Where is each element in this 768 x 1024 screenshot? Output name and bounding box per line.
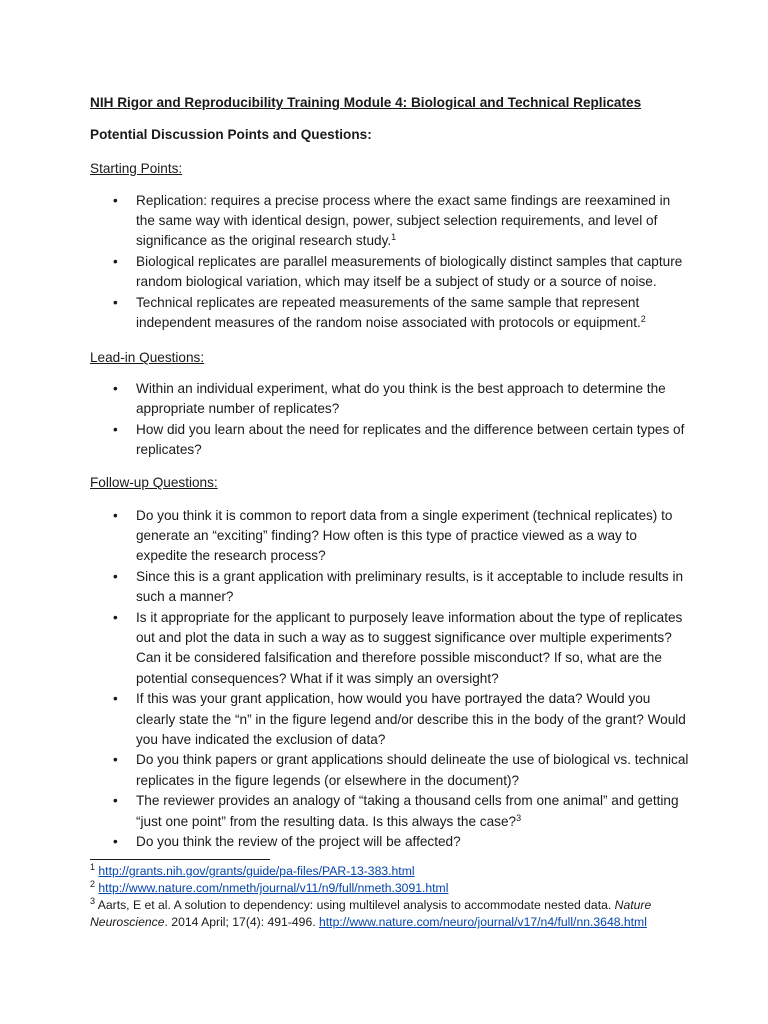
footnote-3-number: 3 — [90, 896, 96, 906]
footnote-divider — [90, 859, 270, 860]
list-item-text: Since this is a grant application with preliminary results, is it acceptable to include results in such a manner? — [136, 569, 684, 605]
bullet-icon: • — [113, 193, 118, 208]
list-item — [90, 293, 690, 333]
list-item-text: Technical replicates are repeated measurements of the same sample that represent independent measures of the random noise associated with protocols or equipment. — [136, 295, 641, 331]
footnotes — [90, 863, 710, 931]
footnote-1-number: 1 — [90, 862, 96, 872]
bullet-icon: • — [113, 691, 118, 707]
bullet-icon: • — [113, 381, 118, 396]
list-item-text: How did you learn about the need for replicates and the difference between certain types of replicates? — [136, 421, 685, 458]
bullet-icon: • — [113, 295, 118, 311]
bullet-icon: • — [113, 610, 118, 626]
footnote-1-link[interactable]: http://grants.nih.gov/grants/guide/pa-files/PAR-13-383.html — [98, 864, 415, 878]
starting-points-heading: Starting Points: — [90, 161, 183, 176]
footnote-reference: 3 — [516, 812, 522, 823]
bullet-icon: • — [113, 508, 118, 523]
starting-points-list — [90, 191, 690, 334]
bullet-icon: • — [113, 793, 118, 809]
list-item-text: Is it appropriate for the applicant to purposely leave information about the type of replicates out and plot the data in such a way as to suggest significance over multiple experiments? Can it be considered falsification and therefore possible misconduct? If so, what are the potential consequences? What if it was simply an oversight? — [136, 610, 683, 686]
list-item — [90, 506, 690, 567]
list-item-text: If this was your grant application, how would you have portrayed the data? Would you clearly state the “n” in the figure legend and/or describe this in the body of the grant? Would you have indicated the exclusion of data? — [136, 691, 686, 747]
footnote-2-link[interactable]: http://www.nature.com/nmeth/journal/v11/n9/full/nmeth.3091.html — [98, 881, 449, 895]
list-item — [90, 791, 690, 831]
footnote-3-link[interactable]: http://www.nature.com/neuro/journal/v17/n4/full/nn.3648.html — [319, 915, 647, 929]
document-subtitle: Potential Discussion Points and Questions: — [90, 127, 372, 142]
list-item — [90, 832, 690, 852]
follow-up-questions-list — [90, 506, 690, 853]
list-item — [90, 750, 690, 790]
document-title: NIH Rigor and Reproducibility Training Module 4: Biological and Technical Replicates — [90, 95, 642, 110]
bullet-icon: • — [113, 569, 118, 585]
list-item — [90, 689, 690, 750]
list-item — [90, 608, 690, 689]
list-item-text: The reviewer provides an analogy of “taking a thousand cells from one animal” and getting “just one point” from the resulting data. Is this always the case? — [136, 793, 679, 829]
lead-in-questions-list — [90, 379, 690, 461]
list-item-text: Do you think the review of the project will be affected? — [136, 834, 461, 850]
lead-in-questions-heading: Lead-in Questions: — [90, 350, 205, 365]
footnote-3-text: Aarts, E et al. A solution to dependency: using multilevel analysis to accommodate nested data. — [97, 898, 612, 912]
footnote-1 — [90, 863, 710, 880]
list-item-text: Do you think papers or grant applications should delineate the use of biological vs. technical replicates in the figure legends (or elsewhere in the document)? — [136, 752, 689, 788]
list-item — [90, 379, 690, 419]
bullet-icon: • — [113, 421, 118, 437]
list-item-text: Do you think it is common to report data from a single experiment (technical replicates) to generate an “exciting” finding? How often is this type of practice viewed as a way to expedite the research process? — [136, 508, 673, 564]
list-item — [90, 567, 690, 607]
bullet-icon: • — [113, 834, 118, 850]
footnote-reference: 2 — [640, 314, 646, 325]
list-item — [90, 420, 690, 460]
bullet-icon: • — [113, 752, 118, 768]
footnote-2-number: 2 — [90, 879, 96, 889]
list-item-text: Replication: requires a precise process where the exact same findings are reexamined in the same way with identical design, power, subject selection requirements, and level of significance as the original research study. — [136, 193, 671, 249]
footnote-3-journal: Nature Neuroscience — [90, 898, 652, 929]
footnote-2 — [90, 880, 710, 897]
footnote-3-citation: . 2014 April; 17(4): 491-496. — [164, 915, 316, 929]
list-item — [90, 191, 690, 252]
footnote-3 — [90, 897, 710, 931]
footnote-reference: 1 — [391, 232, 397, 243]
list-item-text: Within an individual experiment, what do you think is the best approach to determine the appropriate number of replicates? — [136, 381, 666, 417]
list-item — [90, 252, 690, 292]
document-body — [90, 93, 690, 850]
list-item-text: Biological replicates are parallel measurements of biologically distinct samples that capture random biological variation, which may itself be a subject of study or a source of noise. — [136, 254, 683, 290]
bullet-icon: • — [113, 254, 118, 270]
follow-up-questions-heading: Follow-up Questions: — [90, 475, 218, 490]
